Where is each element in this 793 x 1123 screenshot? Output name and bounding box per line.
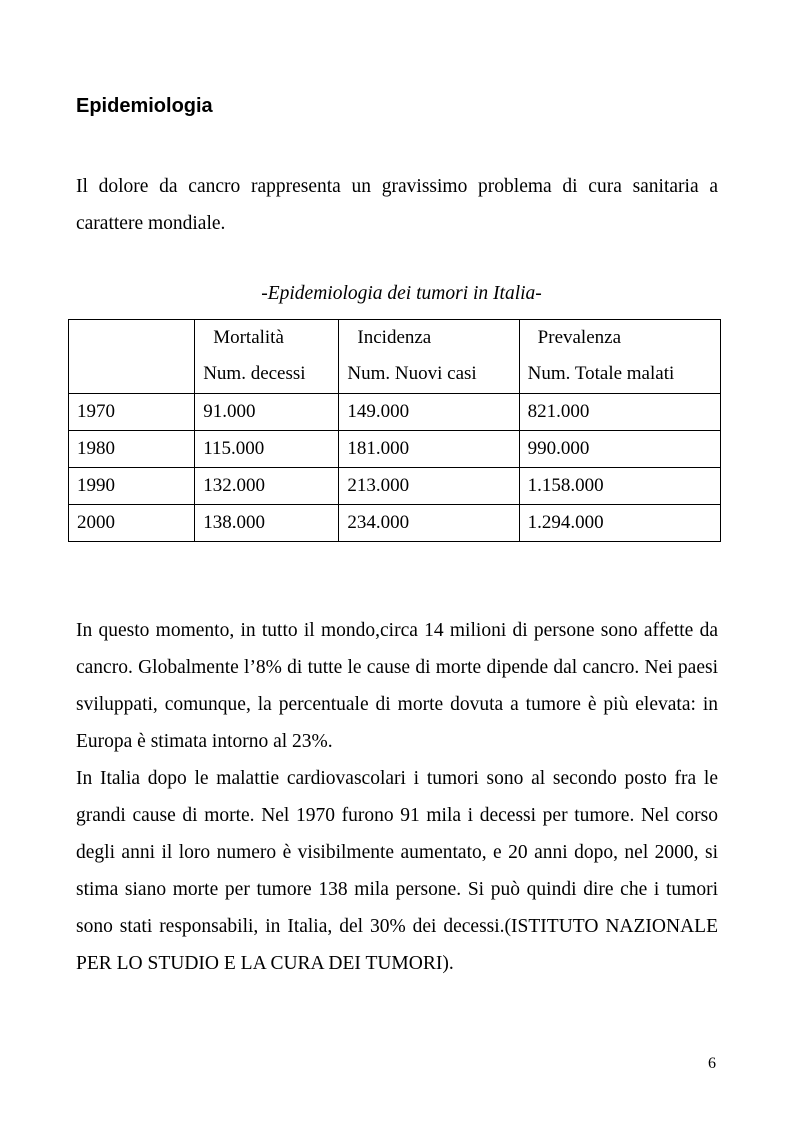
header-mortality-title: Mortalità: [213, 327, 284, 348]
table-row: [69, 394, 721, 431]
year-cell: 1980: [69, 431, 195, 468]
body-paragraph: In Italia dopo le malattie cardiovascolari i tumori sono al secondo posto fra le grandi cause di morte. Nel 1970 furono 91 mila i decessi per tumore. Nel corso degli anni il loro numero è visibilmente aumentato, e 20 anni dopo, nel 2000, si stima siano morte per tumore 138 mila persone. Si può quindi dire che i tumori sono stati responsabili, in Italia, del 30% dei decessi.(ISTITUTO NAZIONALE PER LO STUDIO E LA CURA DEI TUMORI).: [76, 768, 718, 974]
table-header-row: [69, 320, 721, 394]
header-mortality-subtitle: Num. decessi: [203, 363, 306, 384]
year-cell: 1990: [69, 468, 195, 505]
table-row: [69, 431, 721, 468]
prevalence-cell: 1.158.000: [519, 468, 720, 505]
body-text: [76, 612, 718, 982]
prevalence-cell: 821.000: [519, 394, 720, 431]
header-mortality: [195, 320, 339, 394]
incidence-cell: 213.000: [339, 468, 519, 505]
header-empty-cell: [69, 320, 195, 394]
table-caption: -Epidemiologia dei tumori in Italia-: [261, 283, 542, 304]
mortality-cell: 91.000: [195, 394, 339, 431]
epidemiology-table: [68, 319, 721, 542]
header-prevalence-subtitle: Num. Totale malati: [527, 363, 675, 384]
intro-paragraph: Il dolore da cancro rappresenta un gravissimo problema di cura sanitaria a carattere mondiale.: [76, 176, 718, 234]
header-incidence: [339, 320, 519, 394]
mortality-cell: 132.000: [195, 468, 339, 505]
year-cell: 1970: [69, 394, 195, 431]
year-cell: 2000: [69, 505, 195, 542]
page-number: 6: [708, 1055, 716, 1072]
mortality-cell: 115.000: [195, 431, 339, 468]
table-row: [69, 468, 721, 505]
body-paragraph: In questo momento, in tutto il mondo,circa 14 milioni di persone sono affette da cancro. Globalmente l’8% di tutte le cause di morte dipende dal cancro. Nei paesi sviluppati, comunque, la percentuale di morte dovuta a tumore è più elevata: in Europa è stimata intorno al 23%.: [76, 620, 718, 752]
header-incidence-subtitle: Num. Nuovi casi: [347, 363, 477, 384]
header-incidence-title: Incidenza: [357, 327, 432, 348]
incidence-cell: 234.000: [339, 505, 519, 542]
header-prevalence: [519, 320, 720, 394]
prevalence-cell: 990.000: [519, 431, 720, 468]
mortality-cell: 138.000: [195, 505, 339, 542]
prevalence-cell: 1.294.000: [519, 505, 720, 542]
table-row: [69, 505, 721, 542]
incidence-cell: 181.000: [339, 431, 519, 468]
section-heading: Epidemiologia: [76, 95, 213, 117]
header-prevalence-title: Prevalenza: [537, 327, 622, 348]
incidence-cell: 149.000: [339, 394, 519, 431]
